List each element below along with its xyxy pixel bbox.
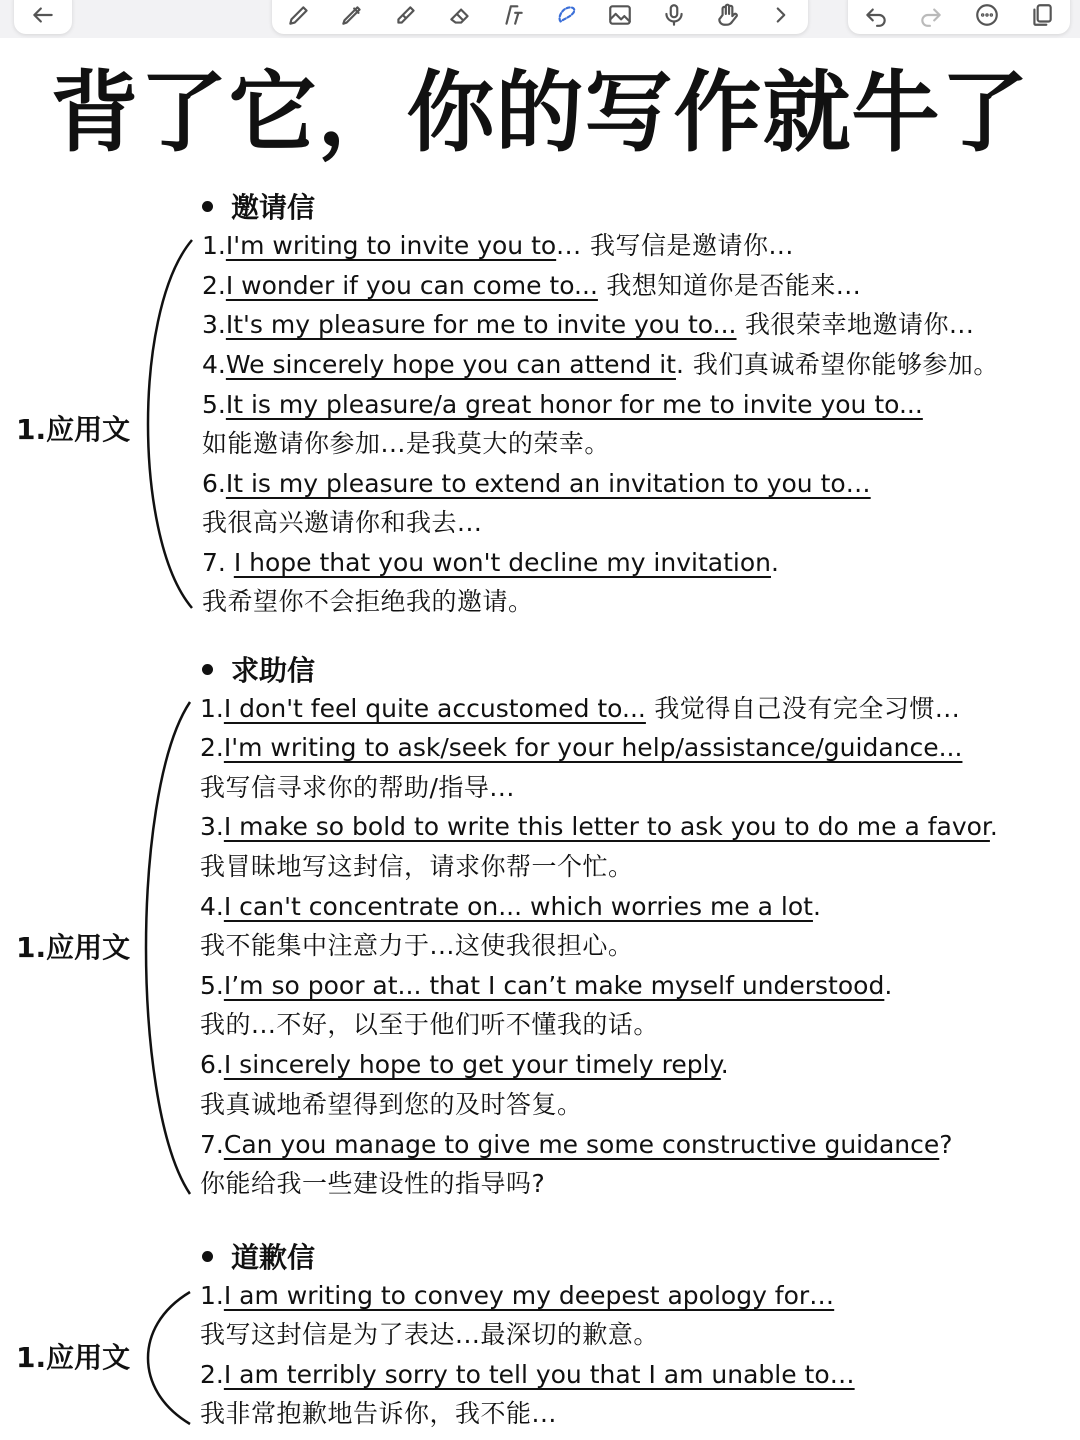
list-item: [200, 890, 821, 924]
item-tail: .: [989, 812, 998, 841]
item-number: 2.: [200, 1360, 224, 1389]
item-chinese: 我写这封信是为了表达...最深切的歉意。: [200, 1320, 659, 1349]
list-item: [200, 1358, 855, 1392]
item-english: We sincerely hope you can attend it: [225, 350, 676, 379]
item-chinese: 如能邀请你参加...是我莫大的荣幸。: [202, 429, 610, 458]
section-heading: [202, 186, 315, 226]
item-tail: .: [720, 1050, 729, 1079]
app-toolbar: [0, 0, 1080, 38]
list-item: [200, 810, 998, 844]
list-item: [200, 731, 962, 765]
eraser-icon[interactable]: [446, 1, 474, 29]
item-number: 3.: [200, 812, 224, 841]
brace-icon: [140, 1290, 200, 1430]
list-item: [202, 388, 923, 422]
item-number: 3.: [202, 310, 226, 339]
item-english: It is my pleasure/a great honor for me to invite you to...: [225, 390, 923, 419]
more-icon[interactable]: [973, 1, 1001, 29]
item-english: It is my pleasure to extend an invitation to you to…: [225, 469, 871, 498]
item-tail: ... 我写信是邀请你...: [556, 231, 794, 260]
page-title: 背了它，你的写作就牛了: [50, 61, 1030, 164]
item-english: I'm writing to ask/seek for your help/assistance/guidance...: [223, 733, 963, 762]
redo-icon[interactable]: [917, 1, 945, 29]
item-number: 1.: [200, 694, 224, 723]
item-tail: ?: [939, 1130, 953, 1159]
toolbar-center-panel: [272, 0, 808, 34]
item-english: I can't concentrate on... which worries me a lot: [223, 892, 813, 921]
list-item: [200, 969, 892, 1003]
pen-icon[interactable]: [338, 1, 366, 29]
item-english: I don't feel quite accustomed to...: [223, 694, 646, 723]
chevron-right-icon[interactable]: [767, 1, 795, 29]
item-english: I make so bold to write this letter to ask you to do me a favor: [223, 812, 990, 841]
item-english: I sincerely hope to get your timely reply: [223, 1050, 721, 1079]
item-english: I am writing to convey my deepest apology for…: [223, 1281, 835, 1310]
list-item: [200, 692, 960, 726]
image-icon[interactable]: [606, 1, 634, 29]
bullet-icon: [202, 1251, 213, 1262]
lasso-icon[interactable]: [553, 1, 581, 29]
item-number: 5.: [202, 390, 226, 419]
section-heading: [202, 1236, 315, 1276]
item-chinese: 我希望你不会拒绝我的邀请。: [202, 587, 534, 616]
toolbar-right-panel: [848, 0, 1070, 34]
item-tail: 我想知道你是否能来...: [597, 271, 862, 300]
list-item: [200, 1128, 953, 1162]
item-number: 4.: [202, 350, 226, 379]
list-item: [202, 348, 999, 382]
item-number: 2.: [200, 733, 224, 762]
item-english: I wonder if you can come to...: [225, 271, 598, 300]
back-arrow-icon[interactable]: [29, 1, 57, 29]
list-item: [202, 269, 861, 303]
item-number: 7.: [202, 548, 234, 577]
section-heading: [202, 649, 315, 689]
list-item: [200, 1279, 834, 1313]
microphone-icon[interactable]: [660, 1, 688, 29]
item-number: 1.: [202, 231, 226, 260]
hand-icon[interactable]: [714, 1, 742, 29]
section-label: 1.应用文: [16, 1341, 131, 1374]
undo-icon[interactable]: [862, 1, 890, 29]
item-tail: 我很荣幸地邀请你...: [736, 310, 975, 339]
highlighter-icon[interactable]: [392, 1, 420, 29]
item-english: I’m so poor at... that I can’t make myself understood: [223, 971, 885, 1000]
item-chinese: 我冒昧地写这封信，请求你帮一个忙。: [200, 852, 634, 881]
pencil-icon[interactable]: [285, 1, 313, 29]
brace-icon: [140, 238, 200, 614]
bullet-icon: [202, 664, 213, 675]
list-item: [202, 308, 974, 342]
item-number: 2.: [202, 271, 226, 300]
item-tail: .: [770, 548, 779, 577]
brace-icon: [140, 700, 200, 1200]
item-english: It's my pleasure for me to invite you to...: [225, 310, 737, 339]
section-label: 1.应用文: [16, 413, 131, 446]
list-item: [202, 229, 794, 263]
item-chinese: 我很高兴邀请你和我去...: [202, 508, 483, 537]
item-number: 6.: [202, 469, 226, 498]
item-chinese: 我写信寻求你的帮助/指导...: [200, 773, 515, 802]
heading-text: 邀请信: [231, 191, 316, 224]
item-tail: .: [812, 892, 821, 921]
list-item: [200, 1048, 729, 1082]
item-chinese: 你能给我一些建设性的指导吗?: [200, 1169, 546, 1198]
item-chinese: 我不能集中注意力于...这使我很担心。: [200, 931, 634, 960]
item-english: I hope that you won't decline my invitation: [233, 548, 771, 577]
item-english: Can you manage to give me some constructive guidance: [223, 1130, 940, 1159]
item-tail: . 我们真诚希望你能够参加。: [675, 350, 999, 379]
item-chinese: 我的...不好，以至于他们听不懂我的话。: [200, 1010, 659, 1039]
item-english: I am terribly sorry to tell you that I am unable to…: [223, 1360, 855, 1389]
toolbar-left-panel: [14, 0, 72, 34]
item-tail: .: [884, 971, 893, 1000]
heading-text: 求助信: [231, 654, 316, 687]
list-item: [202, 467, 871, 501]
item-number: 5.: [200, 971, 224, 1000]
heading-text: 道歉信: [231, 1241, 316, 1274]
item-number: 1.: [200, 1281, 224, 1310]
item-chinese: 我真诚地希望得到您的及时答复。: [200, 1090, 583, 1119]
item-number: 6.: [200, 1050, 224, 1079]
item-tail: 我觉得自己没有完全习惯...: [645, 694, 961, 723]
text-tool-icon[interactable]: [499, 1, 527, 29]
pages-icon[interactable]: [1028, 1, 1056, 29]
section-label: 1.应用文: [16, 931, 131, 964]
item-number: 7.: [200, 1130, 224, 1159]
item-number: 4.: [200, 892, 224, 921]
list-item: [202, 546, 779, 580]
item-english: I'm writing to invite you to: [225, 231, 557, 260]
bullet-icon: [202, 201, 213, 212]
item-chinese: 我非常抱歉地告诉你，我不能...: [200, 1399, 557, 1428]
